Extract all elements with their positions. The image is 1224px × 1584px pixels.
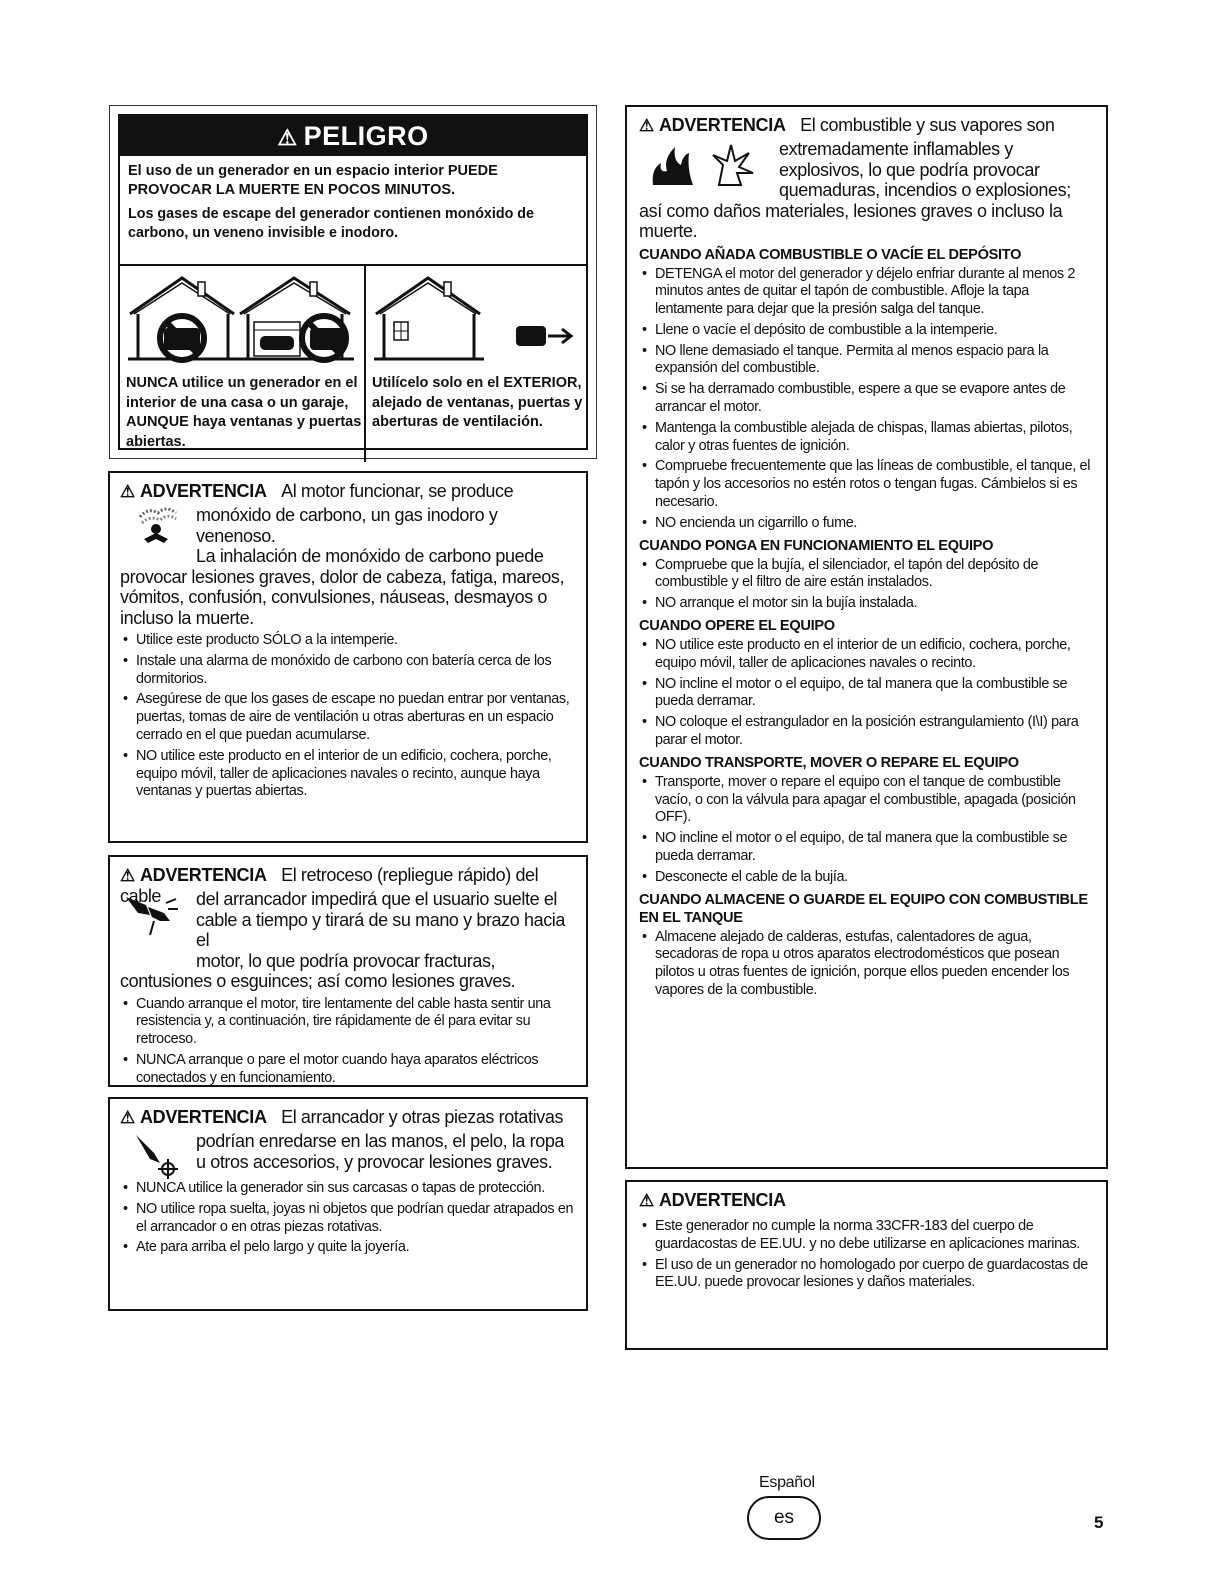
fuel-warning (625, 105, 1108, 1169)
danger-text (120, 156, 586, 266)
language-badge: es (747, 1496, 821, 1540)
list-item: • Cuando arranque el motor, tire lentamente del cable hasta sentir una resistencia y, a continuación, tire rápidamente de él para evitar su retroceso. (120, 996, 576, 1049)
transport-bullets (639, 774, 1094, 887)
co-warning-title: ADVERTENCIA (139, 481, 267, 501)
entanglement-icon (134, 1133, 180, 1179)
list-item: • Asegúrese de que los gases de escape no puedan entrar por ventanas, puertas, tomas de aire de ventilación u otras aberturas en un espacio cerrado en el que puedan acumularse. (120, 691, 576, 744)
outdoor-generator-icon (370, 270, 590, 370)
list-item: • Almacene alejado de calderas, estufas, calentadores de agua, secadoras de ropa u otros aparatos electrodomésticos que posean pilotos u otras fuentes de ignición, porque ellos pueden encender los vapores de la combustible. (639, 929, 1094, 1000)
section-heading-operate: CUANDO OPERE EL EQUIPO (639, 618, 835, 635)
warning-triangle-icon: ⚠ (277, 125, 298, 150)
list-item: • Desconecte el cable de la bujía. (639, 869, 1094, 887)
marine-warning-title-row (639, 1190, 786, 1210)
fuel-warning-lead-2: extremadamente inflamables y (779, 139, 1013, 159)
list-item: • Instale una alarma de monóxido de carbono con batería cerca de los dormitorios. (120, 653, 576, 689)
rotating-warning-title-row (120, 1107, 267, 1127)
rotating-warning-lead-2: podrían enredarse en las manos, el pelo, la ropa (196, 1131, 565, 1151)
list-item: • Llene o vacíe el depósito de combustible a la intemperie. (639, 322, 1094, 340)
co-warning-lead-3: venenoso. (196, 525, 276, 546)
co-warning-bullets (120, 632, 576, 801)
warning-triangle-icon: ⚠ (120, 866, 135, 885)
warning-triangle-icon: ⚠ (639, 116, 654, 135)
list-item: • NO encienda un cigarrillo o fume. (639, 515, 1094, 533)
marine-use-warning (625, 1180, 1108, 1350)
fuel-warning-lead-3: explosivos, lo que podría provocar (779, 159, 1040, 180)
danger-panels (120, 266, 586, 462)
section-heading-transport: CUANDO TRANSPORTE, MOVER O REPARE EL EQUIPO (639, 754, 1019, 771)
indoor-prohibited-panel (120, 266, 366, 462)
fuel-warning-title-row (639, 115, 786, 135)
kickback-warning-lead-5: contusiones o esguinces; así como lesiones graves. (120, 971, 516, 991)
fuel-warning-lead-1: El combustible y sus vapores son (800, 115, 1055, 135)
co-warning-lead-2: monóxido de carbono, un gas inodoro y (196, 505, 498, 525)
kickback-warning-bullets (120, 996, 576, 1088)
list-item: • NO incline el motor o el equipo, de tal manera que la combustible se pueda derramar. (639, 830, 1094, 866)
list-item: • Este generador no cumple la norma 33CFR-183 del cuerpo de guardacostas de EE.UU. y no debe utilizarse en aplicaciones marinas. (639, 1218, 1094, 1254)
no-indoor-generator-icon (124, 270, 362, 370)
section-heading-start: CUANDO PONGA EN FUNCIONAMIENTO EL EQUIPO (639, 537, 994, 554)
fire-explosion-icon (649, 141, 759, 189)
page-number: 5 (1094, 1513, 1104, 1532)
danger-line-2: Los gases de escape del generador contienen monóxido de carbono, un veneno invisible e inodoro. (128, 206, 534, 241)
danger-line-1: El uso de un generador en un espacio interior PUEDE PROVOCAR LA MUERTE EN POCOS MINUTOS. (128, 163, 498, 198)
rotating-warning-title: ADVERTENCIA (139, 1107, 267, 1127)
fuel-warning-lead-rest: así como daños materiales, lesiones graves o incluso la muerte. (639, 200, 1063, 241)
outdoor-use-caption: Utilícelo solo en el EXTERIOR, alejado de ventanas, puertas y aberturas de ventilación. (372, 375, 583, 430)
danger-label-frame (118, 114, 588, 450)
list-item: • Ate para arriba el pelo largo y quite la joyería. (120, 1239, 576, 1257)
section-heading-refuel: CUANDO AÑADA COMBUSTIBLE O VACÍE EL DEPÓSITO (639, 246, 1022, 263)
rotating-warning-lead-1: El arrancador y otras piezas rotativas (281, 1107, 564, 1127)
kickback-warning-title: ADVERTENCIA (139, 865, 267, 885)
list-item: • El uso de un generador no homologado por cuerpo de guardacostas de EE.UU. puede provocar lesiones y daños materiales. (639, 1257, 1094, 1293)
language-label: Español (759, 1474, 815, 1491)
list-item: • Compruebe que la bujía, el silenciador, el tapón del depósito de combustible y el filtro de aire están instalados. (639, 557, 1094, 593)
list-item: • NO incline el motor o el equipo, de tal manera que la combustible se pueda derramar. (639, 676, 1094, 712)
fuel-warning-lead-4: quemaduras, incendios o explosiones; (779, 180, 1071, 200)
co-warning-lead-rest: provocar lesiones graves, dolor de cabeza, fatiga, mareos, vómitos, confusión, convulsiones, náuseas, desmayos o incluso la muerte. (120, 566, 565, 628)
section-heading-storage: CUANDO ALMACENE O GUARDE EL EQUIPO CON COMBUSTIBLE EN EL TANQUE (639, 891, 1088, 926)
marine-warning-title: ADVERTENCIA (658, 1190, 786, 1210)
list-item: • Compruebe frecuentemente que las líneas de combustible, el tanque, el tapón y los accesorios no estén rotos o tengan fugas. Cámbielos si es necesario. (639, 458, 1094, 511)
rotating-warning-bullets (120, 1180, 576, 1257)
outdoor-use-panel (366, 266, 586, 462)
danger-banner (120, 116, 586, 156)
co-warning-title-row (120, 481, 267, 501)
kickback-warning-title-row (120, 865, 267, 885)
refuel-bullets (639, 266, 1094, 533)
carbon-monoxide-warning (108, 471, 588, 843)
list-item: • NUNCA arranque o pare el motor cuando haya aparatos eléctricos conectados y en funcionamiento. (120, 1052, 576, 1088)
list-item: • NO arranque el motor sin la bujía instalada. (639, 595, 1094, 613)
danger-title: PELIGRO (303, 121, 429, 151)
list-item: • NUNCA utilice la generador sin sus carcasas o tapas de protección. (120, 1180, 576, 1198)
kickback-warning (108, 855, 588, 1087)
co-warning-lead-1: Al motor funcionar, se produce (281, 481, 514, 501)
kickback-warning-lead-2: del arrancador impedirá que el usuario suelte el (196, 889, 558, 909)
danger-label (109, 105, 597, 459)
indoor-prohibited-caption: NUNCA utilice un generador en el interior de una casa o un garaje, AUNQUE haya ventanas y puertas abiertas. (126, 375, 362, 450)
co-warning-lead-4: La inhalación de monóxido de carbono puede (196, 546, 544, 566)
kickback-warning-lead-3: cable a tiempo y tirará de su mano y brazo hacia el (196, 909, 566, 950)
kickback-warning-lead-4: motor, lo que podría provocar fracturas, (196, 950, 496, 971)
marine-warning-bullets (639, 1218, 1094, 1292)
toxic-fumes-icon (136, 505, 180, 545)
recoil-hand-icon (124, 891, 180, 937)
kickback-warning-lead-1: El retroceso (repliegue rápido) del cable (120, 865, 539, 906)
list-item: • NO coloque el estrangulador en la posición estrangulamiento (I\I) para parar el motor. (639, 714, 1094, 750)
list-item: • NO utilice este producto en el interior de un edificio, cochera, porche, equipo móvil, taller de aplicaciones navales o recinto. (639, 637, 1094, 673)
warning-triangle-icon: ⚠ (639, 1191, 654, 1210)
list-item: • Utilice este producto SÓLO a la intemperie. (120, 632, 576, 650)
list-item: • NO llene demasiado el tanque. Permita al menos espacio para la expansión del combustible. (639, 343, 1094, 379)
list-item: • Mantenga la combustible alejada de chispas, llamas abiertas, pilotos, calor y otras fuentes de ignición. (639, 420, 1094, 456)
warning-triangle-icon: ⚠ (120, 1108, 135, 1127)
start-bullets (639, 557, 1094, 613)
list-item: • DETENGA el motor del generador y déjelo enfriar durante al menos 2 minutos antes de quitar el tapón de combustible. Afloje la tapa lentamente para dejar que la presión salga del tanque. (639, 266, 1094, 319)
operate-bullets (639, 637, 1094, 750)
list-item: • Transporte, mover o repare el equipo con el tanque de combustible vacío, o con la válvula para apagar el combustible, apagada (posición OFF). (639, 774, 1094, 827)
list-item: • NO utilice este producto en el interior de un edificio, cochera, porche, equipo móvil, taller de aplicaciones navales o recinto, aunque haya ventanas y puertas abiertas. (120, 748, 576, 801)
rotating-warning-lead-3: u otros accesorios, y provocar lesiones graves. (196, 1151, 553, 1172)
rotating-parts-warning (108, 1097, 588, 1311)
list-item: • NO utilice ropa suelta, joyas ni objetos que podrían quedar atrapados en el arrancador o en otras piezas rotativas. (120, 1201, 576, 1237)
fuel-warning-title: ADVERTENCIA (658, 115, 786, 135)
storage-bullets (639, 929, 1094, 1000)
warning-triangle-icon: ⚠ (120, 482, 135, 501)
list-item: • Si se ha derramado combustible, espere a que se evapore antes de arrancar el motor. (639, 381, 1094, 417)
